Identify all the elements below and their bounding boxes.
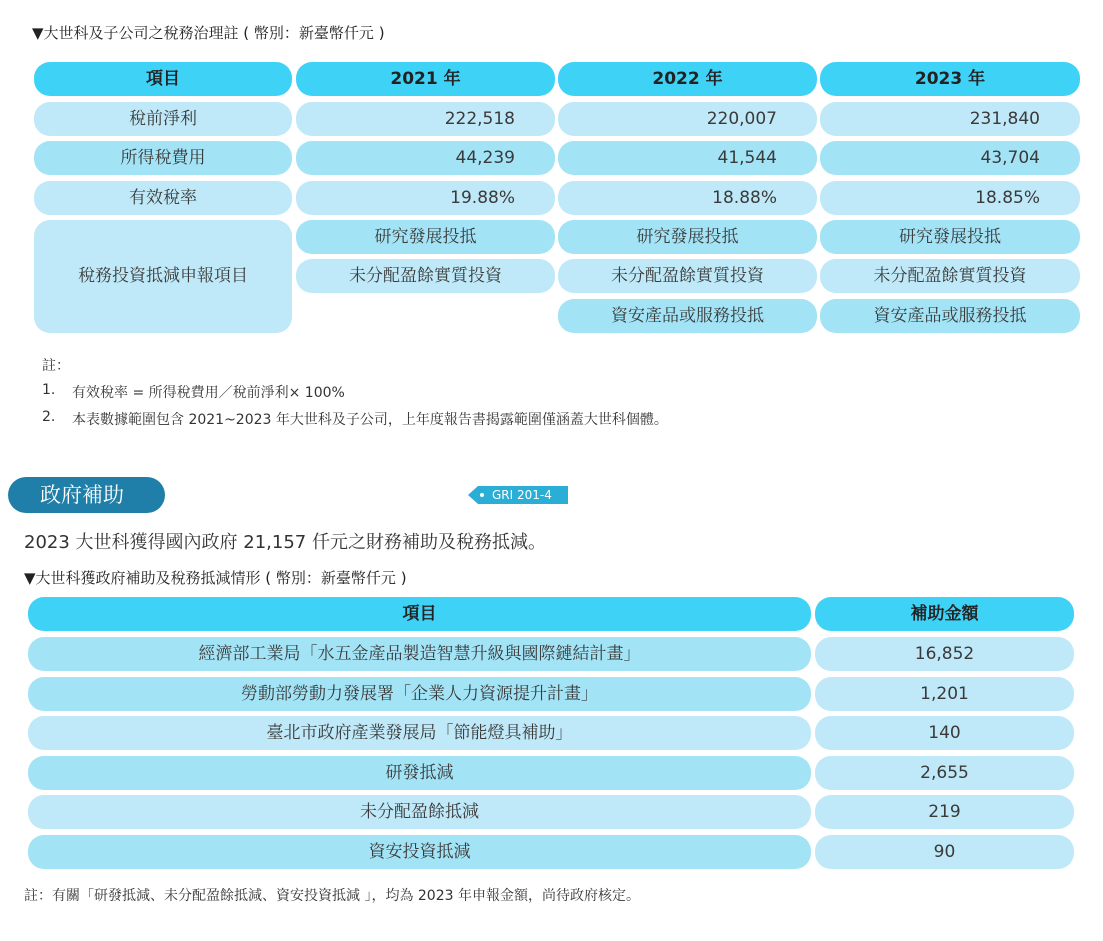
table2-row-label: 臺北市政府產業發展局「節能燈具補助」 (28, 716, 811, 750)
table1-notes-title: 註： (42, 358, 70, 374)
table1-header-2022: 2022 年 (558, 62, 817, 96)
table2-row-label: 勞動部勞動力發展署「企業人力資源提升計畫」 (28, 677, 811, 711)
table1-deduction-cell: 資安產品或服務投抵 (820, 299, 1080, 333)
table2-header-item: 項目 (28, 597, 811, 631)
gri-label: GRI 201-4 (478, 486, 568, 504)
table1-cell: 231,840 (820, 102, 1080, 136)
table1-deduction-label: 稅務投資抵減申報項目 (34, 220, 292, 333)
table1-cell: 18.85% (820, 181, 1080, 215)
table1-note-num: 1. (42, 382, 56, 398)
table2-row-label: 研發抵減 (28, 756, 811, 790)
table1-deduction-cell: 研究發展投抵 (296, 220, 555, 254)
section-intro: 2023 大世科獲得國內政府 21,157 仟元之財務補助及稅務抵減。 (24, 532, 546, 553)
table1-note-text: 有效稅率 = 所得稅費用／稅前淨利× 100% (72, 385, 345, 401)
table1-deduction-cell: 未分配盈餘實質投資 (558, 259, 817, 293)
table2-row-label: 經濟部工業局「水五金產品製造智慧升級與國際鏈結計畫」 (28, 637, 811, 671)
table2-row-label: 資安投資抵減 (28, 835, 811, 869)
tag-arrow-icon (468, 486, 478, 504)
table1-header-2023: 2023 年 (820, 62, 1080, 96)
table1-cell: 18.88% (558, 181, 817, 215)
table2-row-value: 1,201 (815, 677, 1074, 711)
table2-row-label: 未分配盈餘抵減 (28, 795, 811, 829)
table2-footnote: 註：有關「研發抵減、未分配盈餘抵減、資安投資抵減 」，均為 2023 年申報金額，尚待政府核定。 (24, 888, 640, 904)
table2-row-value: 219 (815, 795, 1074, 829)
table1-cell: 222,518 (296, 102, 555, 136)
table2-header-amount: 補助金額 (815, 597, 1074, 631)
table1-row-label: 稅前淨利 (34, 102, 292, 136)
table1-row-label: 有效稅率 (34, 181, 292, 215)
table2-row-value: 2,655 (815, 756, 1074, 790)
table1-deduction-cell: 研究發展投抵 (820, 220, 1080, 254)
table1-cell: 41,544 (558, 141, 817, 175)
table1-note-text: 本表數據範圍包含 2021~2023 年大世科及子公司，上年度報告書揭露範圍僅涵蓋大世科個體。 (72, 412, 668, 428)
table1-header-2021: 2021 年 (296, 62, 555, 96)
table1-deduction-cell: 未分配盈餘實質投資 (820, 259, 1080, 293)
table1-row-label: 所得稅費用 (34, 141, 292, 175)
table1-deduction-cell: 研究發展投抵 (558, 220, 817, 254)
table1-note-num: 2. (42, 409, 56, 425)
table1-header-item: 項目 (34, 62, 292, 96)
table1-cell: 220,007 (558, 102, 817, 136)
table2-row-value: 140 (815, 716, 1074, 750)
table1-cell: 43,704 (820, 141, 1080, 175)
tag-dot-icon (480, 493, 484, 497)
table1-deduction-cell: 資安產品或服務投抵 (558, 299, 817, 333)
table1-cell: 19.88% (296, 181, 555, 215)
table2-row-value: 16,852 (815, 637, 1074, 671)
table1-title: ▼大世科及子公司之稅務治理註 ( 幣別：新臺幣仟元 ) (32, 24, 385, 42)
gri-tag (468, 486, 568, 504)
table2-row-value: 90 (815, 835, 1074, 869)
table1-cell: 44,239 (296, 141, 555, 175)
table2-title: ▼大世科獲政府補助及稅務抵減情形 ( 幣別：新臺幣仟元 ) (24, 569, 407, 587)
section-title-badge: 政府補助 (8, 477, 165, 513)
table1-deduction-cell: 未分配盈餘實質投資 (296, 259, 555, 293)
